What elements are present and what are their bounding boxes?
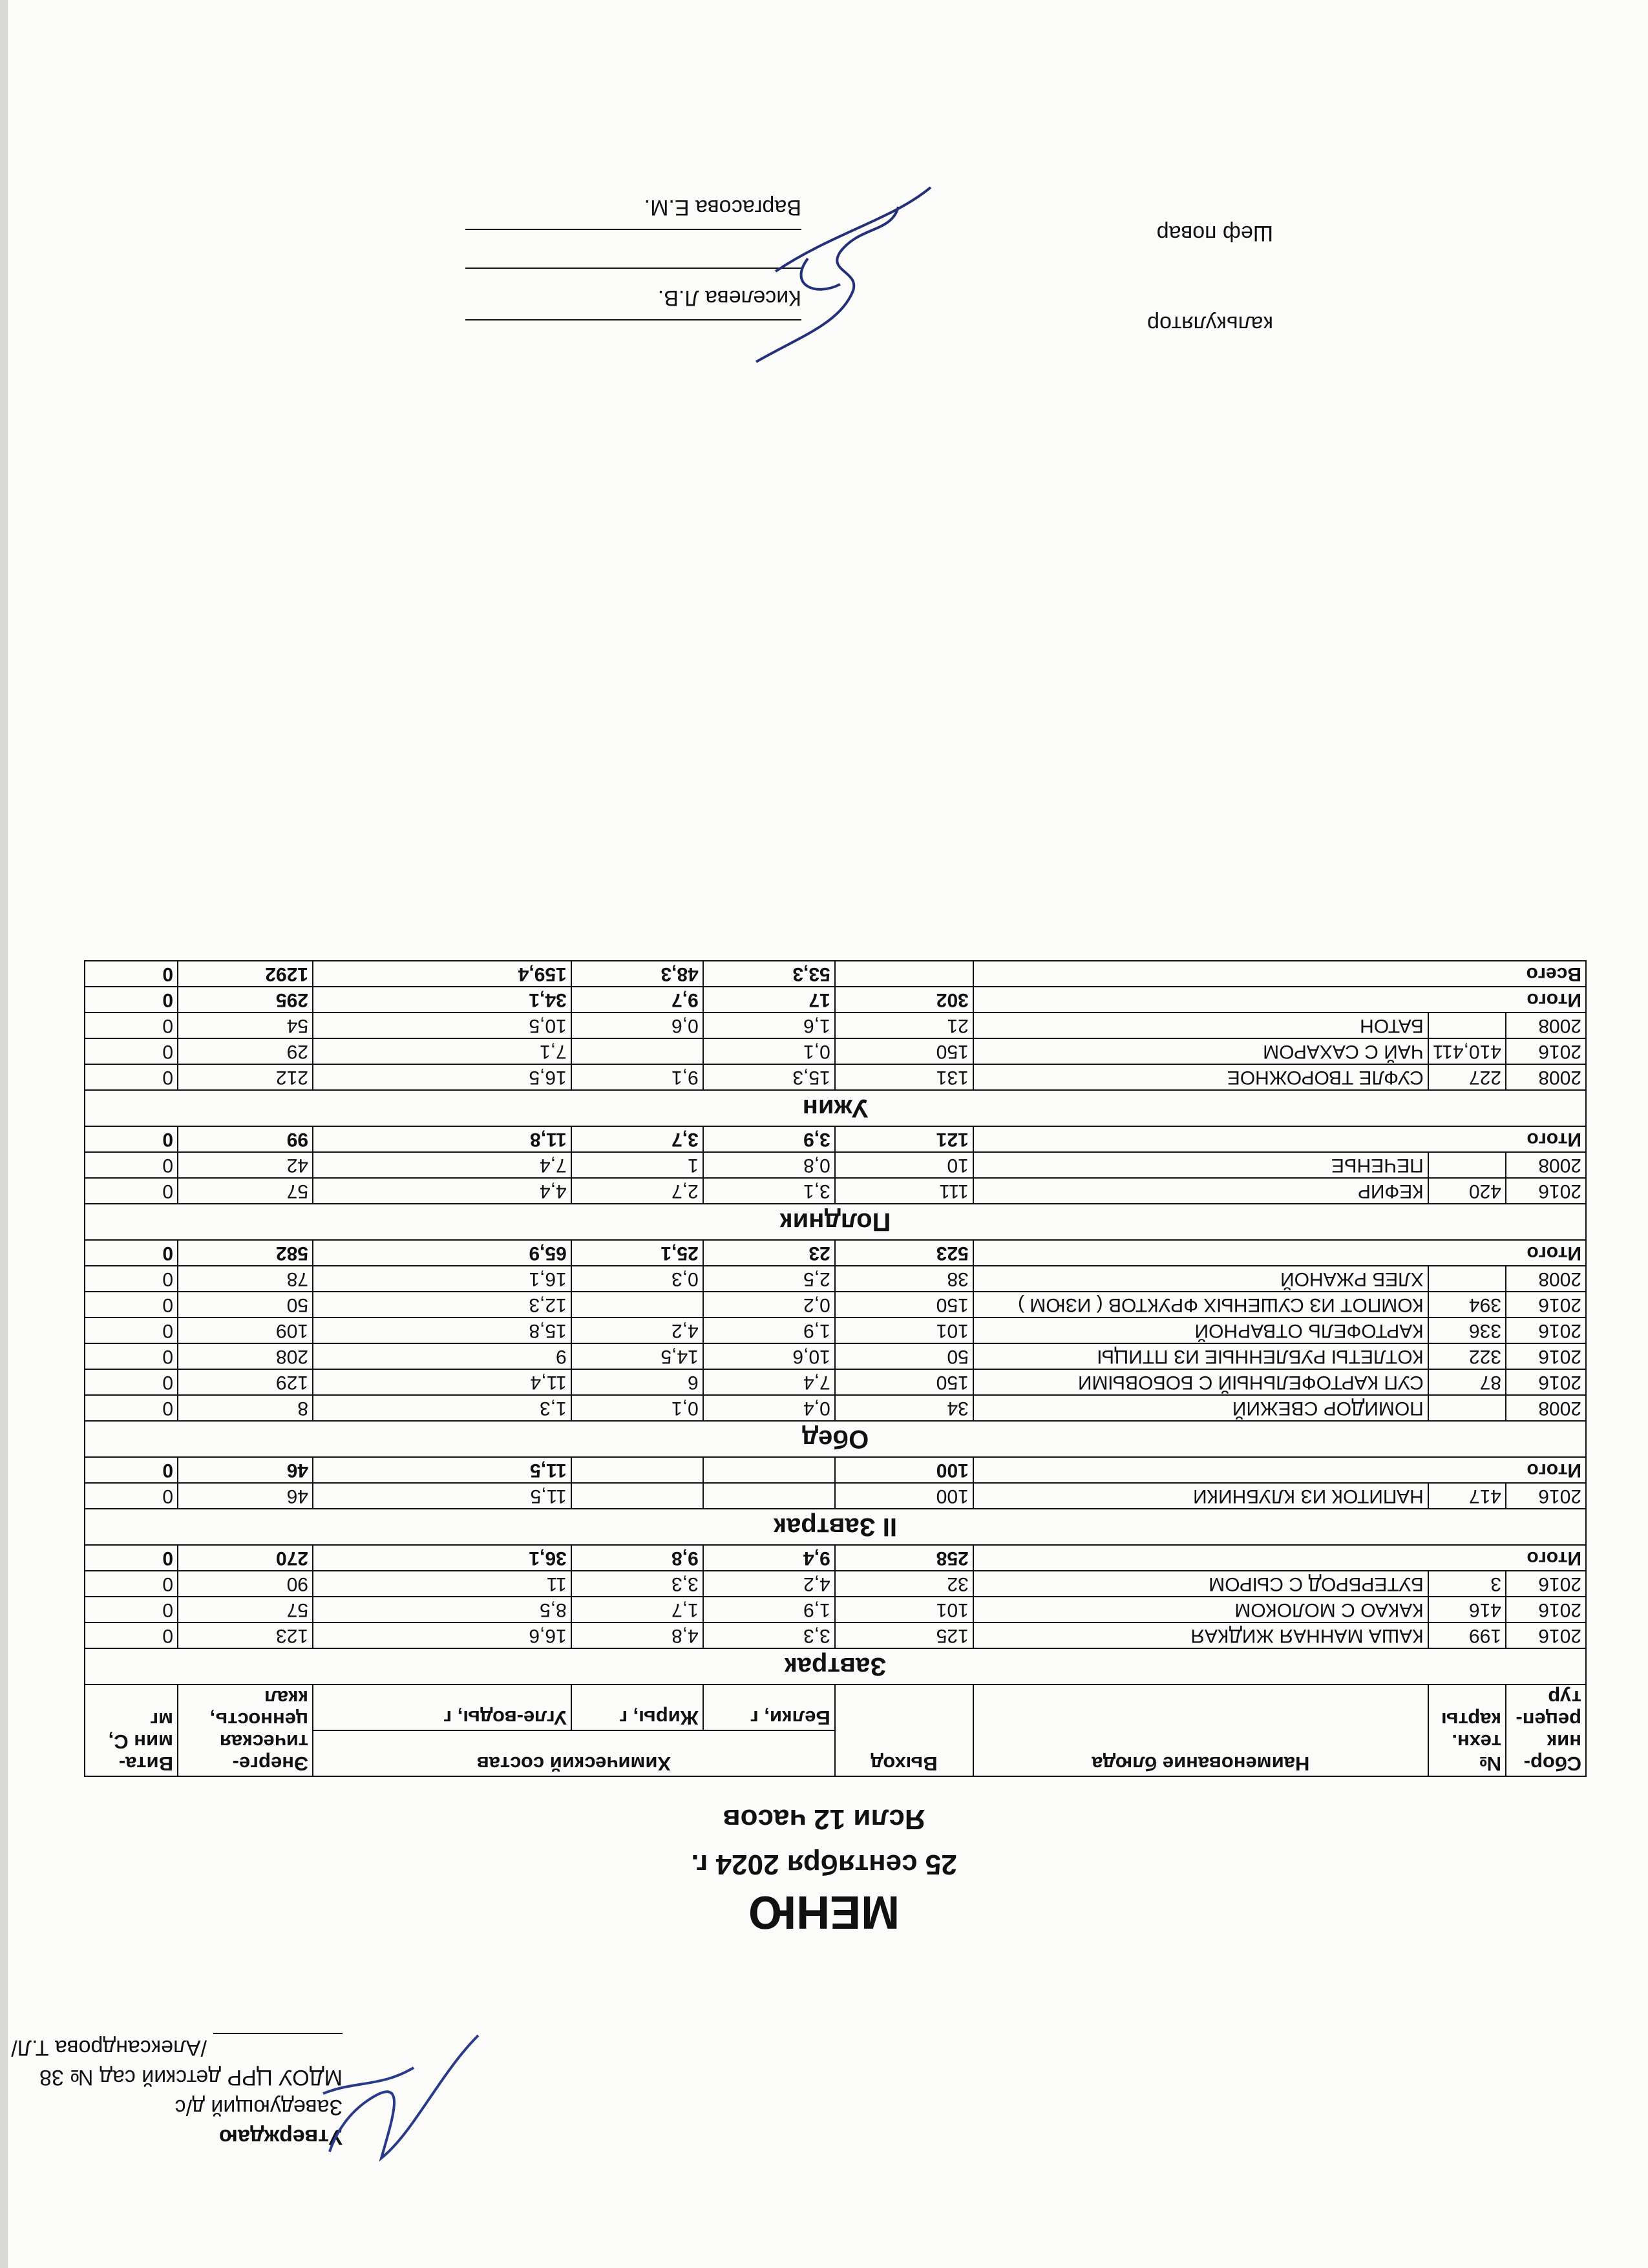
fat-cell: 4,8	[571, 1622, 703, 1648]
output-cell: 101	[835, 1318, 973, 1343]
total-carbs: 36,1	[313, 1545, 571, 1571]
dish-row	[85, 1318, 1586, 1343]
section-total-row	[85, 1545, 1586, 1571]
carbs-cell: 16,1	[313, 1266, 571, 1292]
grand-total-vitamin: 0	[85, 961, 178, 987]
output-cell: 34	[835, 1395, 973, 1421]
energy-cell: 54	[178, 1013, 313, 1038]
total-carbs: 65,9	[313, 1240, 571, 1266]
meal-name: Обед	[85, 1421, 1586, 1457]
output-cell: 150	[835, 1292, 973, 1318]
fat-cell: 0,1	[571, 1395, 703, 1421]
total-vitamin: 0	[85, 987, 178, 1013]
card-no-cell	[1428, 1266, 1506, 1292]
dish-name-cell: ХЛЕБ РЖАНОЙ	[973, 1266, 1428, 1292]
calc-name: Киселева Л.В.	[657, 286, 801, 310]
collection-cell: 2016	[1506, 1571, 1586, 1597]
collection-cell: 2008	[1506, 1395, 1586, 1421]
meal-name: II Завтрак	[85, 1509, 1586, 1545]
card-no-cell: 410,411	[1428, 1038, 1506, 1064]
carbs-cell: 11,5	[313, 1483, 571, 1509]
card-no-cell: 322	[1428, 1343, 1506, 1369]
section-total-row	[85, 987, 1586, 1013]
protein-cell	[703, 1483, 835, 1509]
collection-cell: 2016	[1506, 1292, 1586, 1318]
card-no-cell: 417	[1428, 1483, 1506, 1509]
vitamin-cell: 0	[85, 1622, 178, 1648]
card-no-cell: 199	[1428, 1622, 1506, 1648]
total-protein: 23	[703, 1240, 835, 1266]
collection-cell: 2016	[1506, 1369, 1586, 1395]
fat-cell: 1,7	[571, 1597, 703, 1622]
dish-name-cell: НАПИТОК ИЗ КЛУБНИКИ	[973, 1483, 1428, 1509]
output-cell: 150	[835, 1369, 973, 1395]
dish-name-cell: ПОМИДОР СВЕЖИЙ	[973, 1395, 1428, 1421]
energy-cell: 50	[178, 1292, 313, 1318]
grand-total-label: Всего	[973, 961, 1586, 987]
energy-cell: 78	[178, 1266, 313, 1292]
section-total-row	[85, 1457, 1586, 1483]
total-output: 258	[835, 1545, 973, 1571]
protein-cell: 3,1	[703, 1178, 835, 1204]
energy-cell: 212	[178, 1064, 313, 1090]
header-carbs: Угле-воды, г	[313, 1685, 571, 1730]
vitamin-cell: 0	[85, 1483, 178, 1509]
energy-cell: 57	[178, 1597, 313, 1622]
approval-position: Заведующий д/с	[174, 2095, 343, 2119]
total-protein	[703, 1457, 835, 1483]
protein-cell: 0,1	[703, 1038, 835, 1064]
output-cell: 38	[835, 1266, 973, 1292]
protein-cell: 0,2	[703, 1292, 835, 1318]
total-carbs: 11,5	[313, 1457, 571, 1483]
card-no-cell: 87	[1428, 1369, 1506, 1395]
dish-row	[85, 1597, 1586, 1622]
dish-name-cell: ЧАЙ С САХАРОМ	[973, 1038, 1428, 1064]
header-collection: Сбор-ник рецеп-тур	[1506, 1685, 1586, 1776]
total-vitamin: 0	[85, 1240, 178, 1266]
dish-row	[85, 1292, 1586, 1318]
total-protein: 9,4	[703, 1545, 835, 1571]
dish-name-cell: СУП КАРТОФЕЛЬНЫЙ С БОБОВЫМИ	[973, 1369, 1428, 1395]
total-fat: 9,8	[571, 1545, 703, 1571]
approval-signer: /Александрова Т.Л/	[11, 2035, 207, 2060]
total-fat	[571, 1457, 703, 1483]
total-vitamin: 0	[85, 1126, 178, 1152]
card-no-cell: 416	[1428, 1597, 1506, 1622]
total-label: Итого	[973, 1240, 1586, 1266]
carbs-cell: 15,8	[313, 1318, 571, 1343]
protein-cell: 10,6	[703, 1343, 835, 1369]
dish-name-cell: ПЕЧЕНЬЕ	[973, 1152, 1428, 1178]
dish-row	[85, 1038, 1586, 1064]
grand-total-energy: 1292	[178, 961, 313, 987]
dish-row	[85, 1266, 1586, 1292]
dish-row	[85, 1395, 1586, 1421]
meal-section-row	[85, 1509, 1586, 1545]
header-energy: Энерге-тическая ценность, ккал	[178, 1685, 313, 1776]
energy-cell: 90	[178, 1571, 313, 1597]
total-vitamin: 0	[85, 1545, 178, 1571]
meal-section-row	[85, 1648, 1586, 1685]
meal-section-row	[85, 1204, 1586, 1240]
approval-block	[6, 2033, 343, 2152]
card-no-cell: 420	[1428, 1178, 1506, 1204]
output-cell: 50	[835, 1343, 973, 1369]
fat-cell	[571, 1038, 703, 1064]
dish-name-cell: КОТЛЕТЫ РУБЛЕННЫЕ ИЗ ПТИЦЫ	[973, 1343, 1428, 1369]
fat-cell: 0,6	[571, 1013, 703, 1038]
vitamin-cell: 0	[85, 1152, 178, 1178]
approval-org: МДОУ ЦРР детский сад № 38	[39, 2065, 343, 2090]
carbs-cell: 16,6	[313, 1622, 571, 1648]
dish-name-cell: БАТОН	[973, 1013, 1428, 1038]
handwritten-signature-icon	[737, 168, 969, 381]
carbs-cell: 7,1	[313, 1038, 571, 1064]
header-fat: Жиры, г	[571, 1685, 703, 1730]
vitamin-cell: 0	[85, 1178, 178, 1204]
total-protein: 3,9	[703, 1126, 835, 1152]
protein-cell: 1,9	[703, 1597, 835, 1622]
grand-total-protein: 53,3	[703, 961, 835, 987]
protein-cell: 1,6	[703, 1013, 835, 1038]
grand-total-carbs: 159,4	[313, 961, 571, 987]
vitamin-cell: 0	[85, 1597, 178, 1622]
dish-row	[85, 1369, 1586, 1395]
approval-title: Утверждаю	[218, 2125, 343, 2149]
fat-cell: 6	[571, 1369, 703, 1395]
output-cell: 32	[835, 1571, 973, 1597]
fat-cell: 1	[571, 1152, 703, 1178]
output-cell: 150	[835, 1038, 973, 1064]
collection-cell: 2008	[1506, 1064, 1586, 1090]
dish-row	[85, 1622, 1586, 1648]
header-chem: Химический состав	[313, 1730, 835, 1776]
card-no-cell	[1428, 1152, 1506, 1178]
meal-name: Завтрак	[85, 1648, 1586, 1685]
director-signature-icon	[310, 2022, 491, 2171]
total-energy: 270	[178, 1545, 313, 1571]
document-title: МЕНЮ	[748, 1886, 900, 1938]
dish-row	[85, 1483, 1586, 1509]
meal-section-row	[85, 1421, 1586, 1457]
protein-cell: 4,2	[703, 1571, 835, 1597]
energy-cell: 57	[178, 1178, 313, 1204]
total-output: 100	[835, 1457, 973, 1483]
grand-total-row	[85, 961, 1586, 987]
document-subtitle: Ясли 12 часов	[723, 1803, 925, 1835]
collection-cell: 2016	[1506, 1318, 1586, 1343]
output-cell: 100	[835, 1483, 973, 1509]
header-output: Выход	[835, 1685, 973, 1776]
card-no-cell: 3	[1428, 1571, 1506, 1597]
total-output: 302	[835, 987, 973, 1013]
protein-cell: 1,9	[703, 1318, 835, 1343]
energy-cell: 129	[178, 1369, 313, 1395]
total-carbs: 11,8	[313, 1126, 571, 1152]
meal-name: Ужин	[85, 1090, 1586, 1126]
dish-row	[85, 1178, 1586, 1204]
dish-name-cell: БУТЕРБРОД С СЫРОМ	[973, 1571, 1428, 1597]
vitamin-cell: 0	[85, 1369, 178, 1395]
document-date: 25 сентября 2024 г.	[691, 1849, 957, 1880]
vitamin-cell: 0	[85, 1292, 178, 1318]
energy-cell: 29	[178, 1038, 313, 1064]
fat-cell	[571, 1292, 703, 1318]
total-label: Итого	[973, 1126, 1586, 1152]
fat-cell: 2,7	[571, 1178, 703, 1204]
collection-cell: 2016	[1506, 1483, 1586, 1509]
carbs-cell: 16,5	[313, 1064, 571, 1090]
fat-cell: 4,2	[571, 1318, 703, 1343]
grand-total-fat: 48,3	[571, 961, 703, 987]
total-carbs: 34,1	[313, 987, 571, 1013]
fat-cell: 3,3	[571, 1571, 703, 1597]
calc-role: калькулятор	[1147, 311, 1273, 336]
carbs-cell: 10,5	[313, 1013, 571, 1038]
total-output: 523	[835, 1240, 973, 1266]
meal-name: Полдник	[85, 1204, 1586, 1240]
collection-cell: 2016	[1506, 1343, 1586, 1369]
grand-total-output	[835, 961, 973, 987]
total-vitamin: 0	[85, 1457, 178, 1483]
protein-cell: 3,3	[703, 1622, 835, 1648]
dish-name-cell: КАРТОФЕЛЬ ОТВАРНОЙ	[973, 1318, 1428, 1343]
fat-cell: 14,5	[571, 1343, 703, 1369]
total-energy: 295	[178, 987, 313, 1013]
collection-cell: 2016	[1506, 1597, 1586, 1622]
menu-table	[84, 960, 1587, 1777]
header-card-no: № техн. карты	[1428, 1685, 1506, 1776]
calc-signature-row	[1147, 311, 1273, 336]
scan-edge	[0, 0, 8, 2268]
fat-cell	[571, 1483, 703, 1509]
vitamin-cell: 0	[85, 1038, 178, 1064]
protein-cell: 0,8	[703, 1152, 835, 1178]
energy-cell: 208	[178, 1343, 313, 1369]
collection-cell: 2016	[1506, 1178, 1586, 1204]
carbs-cell: 1,3	[313, 1395, 571, 1421]
carbs-cell: 12,3	[313, 1292, 571, 1318]
total-protein: 17	[703, 987, 835, 1013]
vitamin-cell: 0	[85, 1266, 178, 1292]
total-fat: 9,7	[571, 987, 703, 1013]
output-cell: 111	[835, 1178, 973, 1204]
meal-section-row	[85, 1090, 1586, 1126]
card-no-cell	[1428, 1395, 1506, 1421]
fat-cell: 0,3	[571, 1266, 703, 1292]
carbs-cell: 9	[313, 1343, 571, 1369]
dish-name-cell: КЕФИР	[973, 1178, 1428, 1204]
dish-name-cell: КАКАО С МОЛОКОМ	[973, 1597, 1428, 1622]
header-vitamin: Вита-мин С, мг	[85, 1685, 178, 1776]
collection-cell: 2008	[1506, 1266, 1586, 1292]
output-cell: 125	[835, 1622, 973, 1648]
section-total-row	[85, 1240, 1586, 1266]
dish-row	[85, 1152, 1586, 1178]
collection-cell: 2016	[1506, 1622, 1586, 1648]
chef-name: Варгасова Е.М.	[644, 195, 801, 220]
protein-cell: 0,4	[703, 1395, 835, 1421]
output-cell: 21	[835, 1013, 973, 1038]
card-no-cell: 394	[1428, 1292, 1506, 1318]
dish-name-cell: СУФЛЕ ТВОРОЖНОЕ	[973, 1064, 1428, 1090]
section-total-row	[85, 1126, 1586, 1152]
vitamin-cell: 0	[85, 1318, 178, 1343]
dish-row	[85, 1571, 1586, 1597]
total-energy: 99	[178, 1126, 313, 1152]
protein-cell: 2,5	[703, 1266, 835, 1292]
total-fat: 25,1	[571, 1240, 703, 1266]
energy-cell: 42	[178, 1152, 313, 1178]
protein-cell: 15,3	[703, 1064, 835, 1090]
dish-name-cell: КОМПОТ ИЗ СУШЕНЫХ ФРУКТОВ ( ИЗЮМ )	[973, 1292, 1428, 1318]
dish-row	[85, 1064, 1586, 1090]
dish-row	[85, 1013, 1586, 1038]
total-energy: 46	[178, 1457, 313, 1483]
card-no-cell: 336	[1428, 1318, 1506, 1343]
collection-cell: 2008	[1506, 1013, 1586, 1038]
collection-cell: 2016	[1506, 1038, 1586, 1064]
carbs-cell: 8,5	[313, 1597, 571, 1622]
carbs-cell: 11	[313, 1571, 571, 1597]
dish-name-cell: КАША МАННАЯ ЖИДКАЯ	[973, 1622, 1428, 1648]
vitamin-cell: 0	[85, 1395, 178, 1421]
energy-cell: 46	[178, 1483, 313, 1509]
energy-cell: 109	[178, 1318, 313, 1343]
vitamin-cell: 0	[85, 1013, 178, 1038]
dish-row	[85, 1343, 1586, 1369]
energy-cell: 8	[178, 1395, 313, 1421]
total-label: Итого	[973, 987, 1586, 1013]
total-label: Итого	[973, 1545, 1586, 1571]
total-label: Итого	[973, 1457, 1586, 1483]
total-fat: 3,7	[571, 1126, 703, 1152]
vitamin-cell: 0	[85, 1571, 178, 1597]
card-no-cell: 227	[1428, 1064, 1506, 1090]
header-dish: Наименование блюда	[973, 1685, 1428, 1776]
carbs-cell: 11,4	[313, 1369, 571, 1395]
energy-cell: 123	[178, 1622, 313, 1648]
chef-role: Шеф повар	[1156, 221, 1273, 246]
total-output: 121	[835, 1126, 973, 1152]
collection-cell: 2008	[1506, 1152, 1586, 1178]
protein-cell: 7,4	[703, 1369, 835, 1395]
vitamin-cell: 0	[85, 1064, 178, 1090]
carbs-cell: 4,4	[313, 1178, 571, 1204]
carbs-cell: 7,4	[313, 1152, 571, 1178]
total-energy: 582	[178, 1240, 313, 1266]
header-protein: Белки, г	[703, 1685, 835, 1730]
output-cell: 131	[835, 1064, 973, 1090]
fat-cell: 9,1	[571, 1064, 703, 1090]
vitamin-cell: 0	[85, 1343, 178, 1369]
output-cell: 10	[835, 1152, 973, 1178]
card-no-cell	[1428, 1013, 1506, 1038]
output-cell: 101	[835, 1597, 973, 1622]
